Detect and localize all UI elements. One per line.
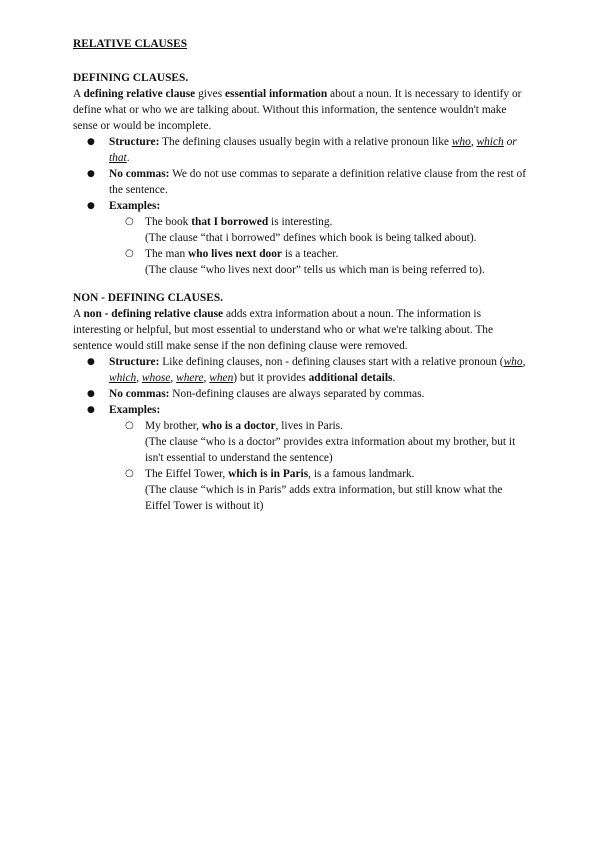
bullet-examples — [73, 198, 529, 278]
defining-examples-list — [109, 214, 529, 278]
intro-text: gives — [195, 88, 225, 100]
intro-text: A — [73, 88, 84, 100]
non-defining-section — [73, 290, 529, 514]
defining-intro — [73, 86, 529, 134]
bullet-text: Non-defining clauses are always separated by commas. — [169, 388, 425, 400]
non-defining-heading: NON - DEFINING CLAUSES. — [73, 292, 223, 304]
intro-bold-term: non - defining relative clause — [83, 308, 224, 320]
example-text: My brother, — [145, 420, 202, 432]
separator: , — [136, 372, 142, 384]
example-text: The man — [145, 248, 189, 260]
example-item — [109, 418, 529, 466]
example-item — [109, 246, 529, 278]
example-note: (The clause “who is a doctor” provides extra information about my brother, but it isn't essential to understand the sentence) — [145, 436, 516, 464]
example-item — [109, 466, 529, 514]
separator: , — [170, 372, 177, 384]
pronoun-when: when — [209, 372, 234, 384]
example-clause: who is a doctor — [201, 420, 276, 432]
pronoun-where: where — [176, 372, 204, 384]
intro-bold-term: essential information — [225, 88, 328, 100]
defining-heading: DEFINING CLAUSES. — [73, 72, 189, 84]
example-note: (The clause “that i borrowed” defines which book is being talked about). — [145, 232, 477, 244]
example-clause: that I borrowed — [191, 216, 269, 228]
separator: or — [503, 136, 517, 148]
non-defining-bullet-list — [73, 354, 529, 514]
example-text: The book — [145, 216, 192, 228]
example-clause: which is in Paris — [228, 468, 309, 480]
intro-text: about a noun. It is necessary to identify or define what or who we are talking about. Without this information, the sentence wouldn't make sense or would be incomplete. — [73, 88, 522, 132]
example-note: (The clause “which is in Paris” adds extra information, but still know what the Eiffel Tower is without it) — [145, 484, 503, 512]
intro-text: adds extra information about a noun. The information is interesting or helpful, but most essential to understand who or what we're talking about. The sentence would still make sense if the non defining clause were removed. — [73, 308, 494, 352]
pronoun-which: which — [476, 136, 504, 148]
bullet-examples — [73, 402, 529, 514]
bullet-label: Structure: — [109, 356, 160, 368]
bullet-label: Structure: — [109, 136, 160, 148]
separator: , — [470, 136, 477, 148]
example-text: The Eiffel Tower, — [145, 468, 229, 480]
bullet-text: The defining clauses usually begin with a relative pronoun like — [159, 136, 452, 148]
bullet-structure — [73, 354, 529, 386]
bullet-structure — [73, 134, 529, 166]
example-text: , lives in Paris. — [275, 420, 343, 432]
pronoun-who: who — [503, 356, 523, 368]
bullet-no-commas — [73, 386, 529, 402]
bullet-label: No commas: — [109, 168, 170, 180]
example-sentence — [145, 214, 529, 230]
pronoun-that: that — [109, 152, 127, 164]
bullet-no-commas — [73, 166, 529, 198]
pronoun-which: which — [109, 372, 137, 384]
intro-text: A — [73, 308, 84, 320]
example-clause: who lives next door — [188, 248, 282, 260]
example-sentence — [145, 418, 529, 434]
non-defining-intro — [73, 306, 529, 354]
non-defining-examples-list — [109, 418, 529, 514]
example-text: is interesting. — [268, 216, 333, 228]
defining-section — [73, 70, 529, 278]
example-item — [109, 214, 529, 246]
bullet-text: ) but it provides — [233, 372, 309, 384]
separator: . — [392, 372, 396, 384]
example-sentence — [145, 246, 529, 262]
bullet-label: Examples: — [109, 200, 161, 212]
bullet-bold-term: additional details — [308, 372, 393, 384]
pronoun-who: who — [451, 136, 471, 148]
separator: , — [522, 356, 526, 368]
intro-bold-term: defining relative clause — [83, 88, 196, 100]
example-text: is a teacher. — [282, 248, 339, 260]
document-content — [73, 36, 529, 514]
example-text: , is a famous landmark. — [308, 468, 415, 480]
separator: . — [126, 152, 130, 164]
defining-bullet-list — [73, 134, 529, 278]
separator: , — [203, 372, 210, 384]
pronoun-whose: whose — [141, 372, 171, 384]
bullet-text: Like defining clauses, non - defining clauses start with a relative pronoun ( — [159, 356, 504, 368]
bullet-text: We do not use commas to separate a definition relative clause from the rest of the sentence. — [109, 168, 527, 196]
bullet-label: Examples: — [109, 404, 161, 416]
example-sentence — [145, 466, 529, 482]
example-note: (The clause “who lives next door” tells us which man is being referred to). — [145, 264, 485, 276]
bullet-label: No commas: — [109, 388, 170, 400]
page-title: RELATIVE CLAUSES — [73, 38, 188, 50]
